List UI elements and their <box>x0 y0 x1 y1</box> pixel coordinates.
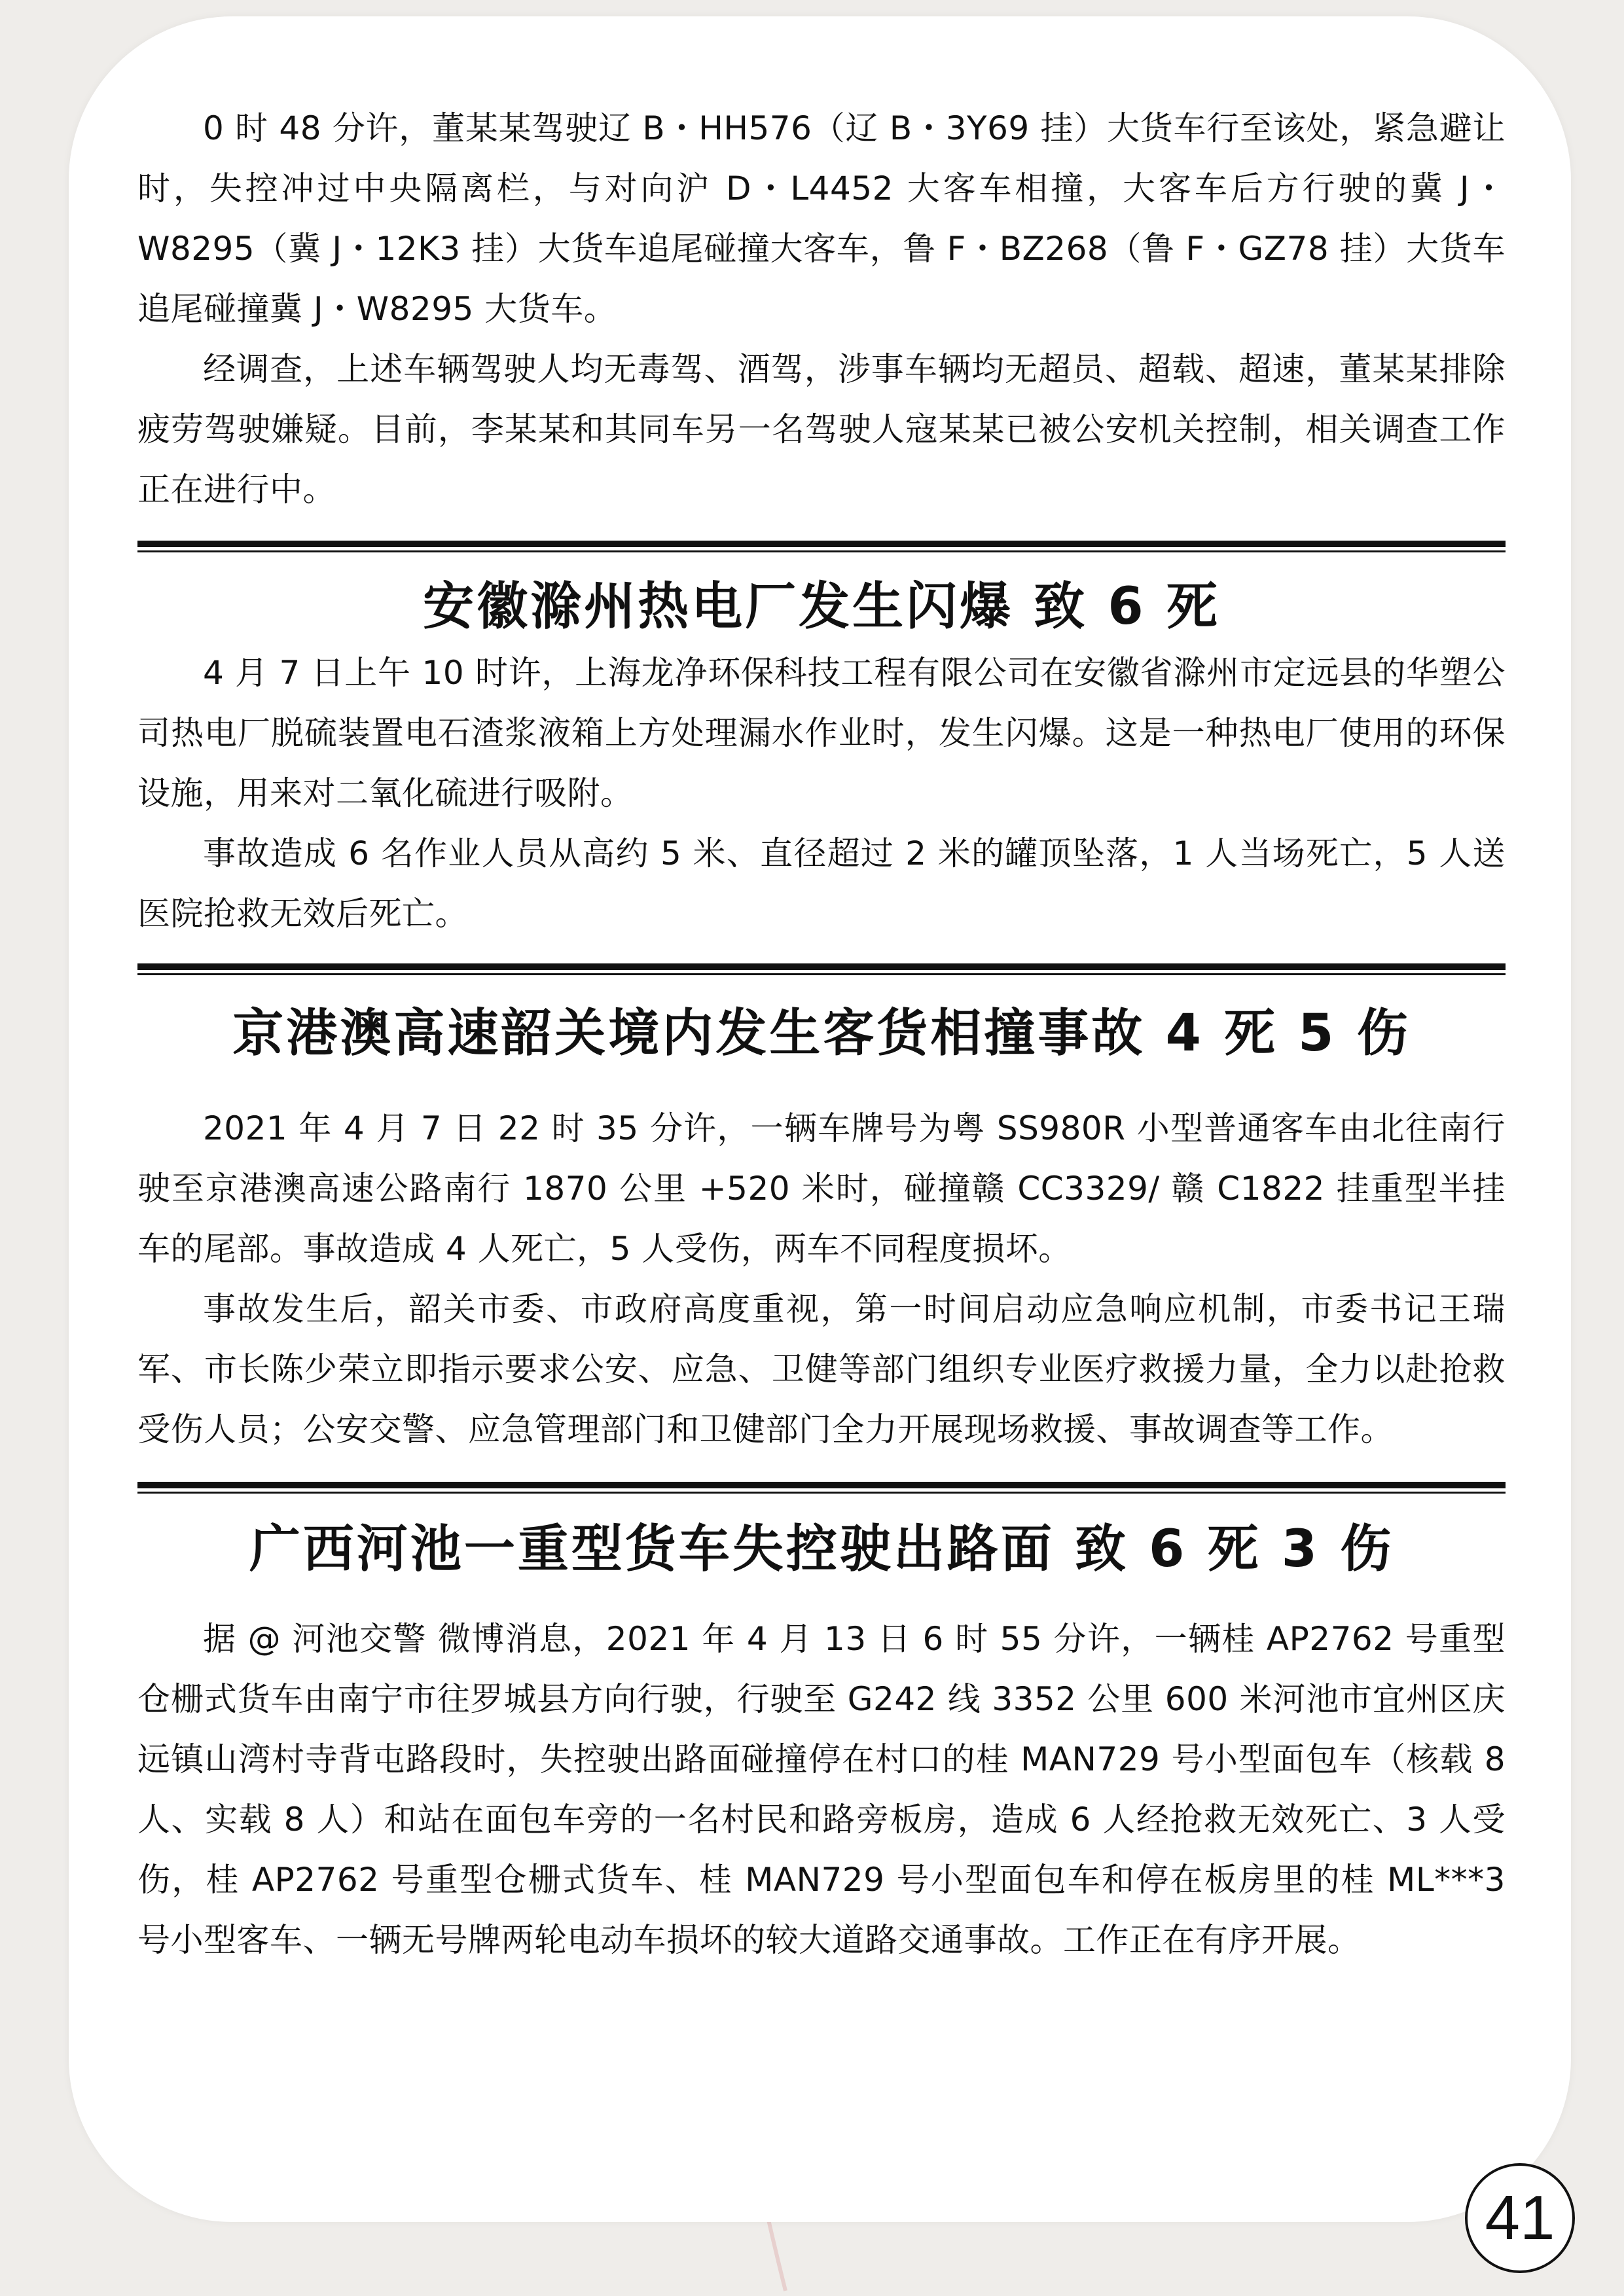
section-2 <box>137 571 1506 944</box>
paragraph: 事故发生后，韶关市委、市政府高度重视，第一时间启动应急响应机制，市委书记王瑞军、市长陈少荣立即指示要求公安、应急、卫健等部门组织专业医疗救援力量，全力以赴抢救受伤人员；公安交警、应急管理部门和卫健部门全力开展现场救援、事故调查等工作。 <box>137 1290 1506 1448</box>
section-3 <box>137 997 1506 1460</box>
section-divider <box>137 541 1506 552</box>
section-title: 安徽滁州热电厂发生闪爆 致 6 死 <box>423 577 1220 636</box>
page-number: 41 <box>1465 2163 1575 2273</box>
paragraph: 据 @ 河池交警 微博消息，2021 年 4 月 13 日 6 时 55 分许，一辆桂 AP2762 号重型仓栅式货车由南宁市往罗城县方向行驶，行驶至 G242 线 3352 公里 600 米河池市宜州区庆远镇山湾村寺背屯路段时，失控驶出路面碰撞停在村口的桂 MAN729 号小型面包车（核载 8 人、实载 8 人）和站在面包车旁的一名村民和路旁板房，造成 6 人经抢救无效死亡、3 人受伤，桂 AP2762 号重型仓栅式货车、桂 MAN729 号小型面包车和停在板房里的桂 ML***3 号小型客车、一辆无号牌两轮电动车损坏的较大道路交通事故。工作正在有序开展。 <box>137 1620 1506 1959</box>
paragraph: 2021 年 4 月 7 日 22 时 35 分许，一辆车牌号为粤 SS980R 小型普通客车由北往南行驶至京港澳高速公路南行 1870 公里 +520 米时，碰撞赣 CC3329/ 赣 C1822 挂重型半挂车的尾部。事故造成 4 人死亡，5 人受伤，两车不同程度损坏。 <box>137 1109 1506 1268</box>
paragraph: 0 时 48 分许，董某某驾驶辽 B・HH576（辽 B・3Y69 挂）大货车行至该处，紧急避让时，失控冲过中央隔离栏，与对向沪 D・L4452 大客车相撞，大客车后方行驶的冀 J・W8295（冀 J・12K3 挂）大货车追尾碰撞大客车，鲁 F・BZ268（鲁 F・GZ78 挂）大货车追尾碰撞冀 J・W8295 大货车。 <box>137 109 1506 328</box>
paragraph: 事故造成 6 名作业人员从高约 5 米、直径超过 2 米的罐顶坠落，1 人当场死亡，5 人送医院抢救无效后死亡。 <box>137 834 1506 933</box>
section-1 <box>137 98 1506 520</box>
section-divider <box>137 963 1506 975</box>
section-title: 广西河池一重型货车失控驶出路面 致 6 死 3 伤 <box>249 1520 1394 1579</box>
paragraph: 经调查，上述车辆驾驶人均无毒驾、酒驾，涉事车辆均无超员、超载、超速，董某某排除疲劳驾驶嫌疑。目前，李某某和其同车另一名驾驶人寇某某已被公安机关控制，相关调查工作正在进行中。 <box>137 350 1506 509</box>
section-divider <box>137 1482 1506 1494</box>
article-content <box>137 98 1506 1970</box>
section-title: 京港澳高速韶关境内发生客货相撞事故 4 死 5 伤 <box>232 1004 1411 1063</box>
section-4 <box>137 1513 1506 1970</box>
paragraph: 4 月 7 日上午 10 时许，上海龙净环保科技工程有限公司在安徽省滁州市定远县的华塑公司热电厂脱硫装置电石渣浆液箱上方处理漏水作业时，发生闪爆。这是一种热电厂使用的环保设施，用来对二氧化硫进行吸附。 <box>137 654 1506 812</box>
